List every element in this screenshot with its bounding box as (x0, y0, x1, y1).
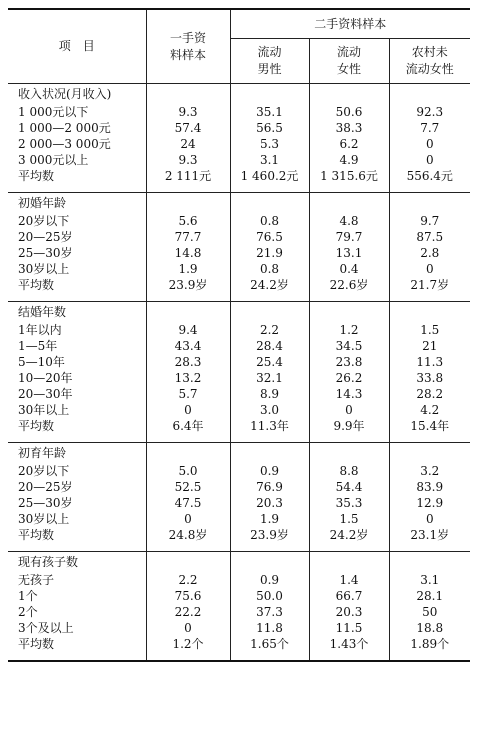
value-cell: 79.7 (309, 229, 389, 245)
row-label: 20—25岁 (18, 480, 73, 494)
statistics-table (8, 8, 470, 662)
value-cell: 7.7 (389, 120, 470, 136)
empty-cell (230, 84, 309, 105)
value-cell: 5.7 (146, 386, 230, 402)
spacer-cell (230, 652, 309, 661)
value-cell: 50.0 (230, 588, 309, 604)
value-cell: 0 (309, 402, 389, 418)
value-cell: 1 315.6元 (309, 168, 389, 184)
empty-cell (146, 84, 230, 105)
empty-cell (146, 443, 230, 464)
value-cell: 2 111元 (146, 168, 230, 184)
value-cell: 9.7 (389, 213, 470, 229)
value-cell: 0.4 (309, 261, 389, 277)
spacer-cell (8, 293, 146, 302)
value-cell: 24.2岁 (309, 527, 389, 543)
empty-cell (309, 193, 389, 214)
value-cell: 18.8 (389, 620, 470, 636)
spacer-cell (389, 652, 470, 661)
value-cell: 35.1 (230, 104, 309, 120)
table-row (8, 479, 470, 495)
empty-cell (389, 552, 470, 573)
value-cell: 22.6岁 (309, 277, 389, 293)
row-label: 1 000—2 000元 (18, 121, 111, 135)
row-label: 2 000—3 000元 (18, 137, 111, 151)
spacer-cell (309, 434, 389, 443)
spacer-cell (309, 652, 389, 661)
spacer-cell (230, 184, 309, 193)
spacer-cell (8, 652, 146, 661)
value-cell: 32.1 (230, 370, 309, 386)
empty-cell (309, 302, 389, 323)
value-cell: 5.6 (146, 213, 230, 229)
value-cell: 54.4 (309, 479, 389, 495)
table-row (8, 354, 470, 370)
table-row (8, 527, 470, 543)
value-cell: 33.8 (389, 370, 470, 386)
value-cell: 9.3 (146, 152, 230, 168)
table-row (8, 418, 470, 434)
empty-cell (389, 84, 470, 105)
row-label: 无孩子 (18, 573, 55, 587)
value-cell: 1.65个 (230, 636, 309, 652)
value-cell: 1.9 (230, 511, 309, 527)
value-cell: 1.43个 (309, 636, 389, 652)
empty-cell (230, 552, 309, 573)
empty-cell (309, 84, 389, 105)
header-migrant-male: 流动 男性 (230, 39, 309, 84)
row-label: 平均数 (18, 419, 55, 433)
value-cell: 4.8 (309, 213, 389, 229)
spacer-cell (146, 652, 230, 661)
table-row (8, 120, 470, 136)
table-row (8, 588, 470, 604)
row-label: 平均数 (18, 528, 55, 542)
empty-cell (146, 552, 230, 573)
value-cell: 11.3年 (230, 418, 309, 434)
value-cell: 0 (389, 261, 470, 277)
section-title: 结婚年数 (8, 302, 146, 323)
value-cell: 3.1 (389, 572, 470, 588)
value-cell: 87.5 (389, 229, 470, 245)
spacer-cell (309, 184, 389, 193)
value-cell: 6.2 (309, 136, 389, 152)
value-cell: 35.3 (309, 495, 389, 511)
value-cell: 37.3 (230, 604, 309, 620)
value-cell: 26.2 (309, 370, 389, 386)
value-cell: 23.9岁 (146, 277, 230, 293)
row-label: 20岁以下 (18, 214, 70, 228)
value-cell: 9.4 (146, 322, 230, 338)
value-cell: 76.9 (230, 479, 309, 495)
row-label: 20岁以下 (18, 464, 70, 478)
table-row (8, 152, 470, 168)
value-cell: 20.3 (309, 604, 389, 620)
value-cell: 75.6 (146, 588, 230, 604)
row-label: 3个及以上 (18, 621, 74, 635)
value-cell: 1 460.2元 (230, 168, 309, 184)
value-cell: 2.2 (230, 322, 309, 338)
spacer-cell (389, 184, 470, 193)
table-row (8, 104, 470, 120)
spacer-row (8, 184, 470, 193)
spacer-row (8, 293, 470, 302)
table-row (8, 370, 470, 386)
row-label: 5—10年 (18, 355, 65, 369)
value-cell: 50 (389, 604, 470, 620)
value-cell: 0 (146, 511, 230, 527)
spacer-cell (389, 293, 470, 302)
value-cell: 21.7岁 (389, 277, 470, 293)
value-cell: 3.0 (230, 402, 309, 418)
empty-cell (389, 193, 470, 214)
table-row (8, 338, 470, 354)
value-cell: 1.5 (309, 511, 389, 527)
value-cell: 28.2 (389, 386, 470, 402)
value-cell: 0 (146, 402, 230, 418)
value-cell: 0.9 (230, 572, 309, 588)
value-cell: 0.8 (230, 213, 309, 229)
row-label: 30岁以上 (18, 262, 70, 276)
header-second-hand-group: 二手资料样本 (230, 9, 470, 39)
value-cell: 4.9 (309, 152, 389, 168)
value-cell: 38.3 (309, 120, 389, 136)
spacer-cell (309, 543, 389, 552)
spacer-row (8, 543, 470, 552)
spacer-cell (389, 543, 470, 552)
header-migrant-female: 流动 女性 (309, 39, 389, 84)
empty-cell (146, 302, 230, 323)
section-title-row (8, 302, 470, 323)
section-title: 初婚年龄 (8, 193, 146, 214)
value-cell: 56.5 (230, 120, 309, 136)
value-cell: 1.2 (309, 322, 389, 338)
value-cell: 34.5 (309, 338, 389, 354)
spacer-cell (230, 293, 309, 302)
value-cell: 23.9岁 (230, 527, 309, 543)
table-row (8, 402, 470, 418)
row-label: 25—30岁 (18, 246, 73, 260)
value-cell: 24.8岁 (146, 527, 230, 543)
row-label: 1个 (18, 589, 38, 603)
value-cell: 23.8 (309, 354, 389, 370)
spacer-cell (146, 434, 230, 443)
value-cell: 11.8 (230, 620, 309, 636)
table-header (8, 9, 470, 84)
row-label: 20—25岁 (18, 230, 73, 244)
value-cell: 9.3 (146, 104, 230, 120)
empty-cell (230, 443, 309, 464)
row-label: 25—30岁 (18, 496, 73, 510)
row-label: 10—20年 (18, 371, 73, 385)
table-row (8, 322, 470, 338)
header-first-hand: 一手资 料样本 (146, 9, 230, 84)
empty-cell (309, 552, 389, 573)
value-cell: 1.4 (309, 572, 389, 588)
spacer-cell (8, 434, 146, 443)
value-cell: 0 (389, 152, 470, 168)
value-cell: 2.8 (389, 245, 470, 261)
section-title-row (8, 193, 470, 214)
value-cell: 1.9 (146, 261, 230, 277)
value-cell: 8.8 (309, 463, 389, 479)
empty-cell (389, 443, 470, 464)
value-cell: 0.8 (230, 261, 309, 277)
spacer-row (8, 652, 470, 661)
value-cell: 5.3 (230, 136, 309, 152)
empty-cell (230, 302, 309, 323)
table-row (8, 463, 470, 479)
spacer-cell (230, 543, 309, 552)
spacer-cell (8, 184, 146, 193)
value-cell: 76.5 (230, 229, 309, 245)
value-cell: 50.6 (309, 104, 389, 120)
value-cell: 28.1 (389, 588, 470, 604)
table-row (8, 386, 470, 402)
row-label: 平均数 (18, 169, 55, 183)
empty-cell (146, 193, 230, 214)
table-row (8, 495, 470, 511)
value-cell: 25.4 (230, 354, 309, 370)
value-cell: 15.4年 (389, 418, 470, 434)
value-cell: 0 (389, 511, 470, 527)
spacer-cell (146, 543, 230, 552)
value-cell: 11.5 (309, 620, 389, 636)
empty-cell (230, 193, 309, 214)
value-cell: 77.7 (146, 229, 230, 245)
spacer-cell (146, 184, 230, 193)
value-cell: 3.1 (230, 152, 309, 168)
value-cell: 22.2 (146, 604, 230, 620)
value-cell: 0 (146, 620, 230, 636)
value-cell: 52.5 (146, 479, 230, 495)
value-cell: 11.3 (389, 354, 470, 370)
value-cell: 1.2个 (146, 636, 230, 652)
section-title-row (8, 443, 470, 464)
table-row (8, 213, 470, 229)
table-row (8, 136, 470, 152)
row-label: 20—30年 (18, 387, 73, 401)
section-title-row (8, 552, 470, 573)
row-label: 1—5年 (18, 339, 58, 353)
value-cell: 57.4 (146, 120, 230, 136)
value-cell: 1.89个 (389, 636, 470, 652)
row-label: 平均数 (18, 278, 55, 292)
table-body (8, 84, 470, 662)
value-cell: 9.9年 (309, 418, 389, 434)
table-row (8, 168, 470, 184)
value-cell: 47.5 (146, 495, 230, 511)
spacer-cell (309, 293, 389, 302)
value-cell: 6.4年 (146, 418, 230, 434)
empty-cell (389, 302, 470, 323)
value-cell: 2.2 (146, 572, 230, 588)
value-cell: 83.9 (389, 479, 470, 495)
row-label: 1 000元以下 (18, 105, 89, 119)
value-cell: 0.9 (230, 463, 309, 479)
section-title: 初育年龄 (8, 443, 146, 464)
row-label: 2个 (18, 605, 38, 619)
header-rural-nonmigrant-female: 农村未 流动女性 (389, 39, 470, 84)
value-cell: 28.3 (146, 354, 230, 370)
table-row (8, 229, 470, 245)
value-cell: 12.9 (389, 495, 470, 511)
spacer-cell (8, 543, 146, 552)
value-cell: 14.3 (309, 386, 389, 402)
section-title: 现有孩子数 (8, 552, 146, 573)
value-cell: 8.9 (230, 386, 309, 402)
value-cell: 3.2 (389, 463, 470, 479)
row-label: 30岁以上 (18, 512, 70, 526)
empty-cell (309, 443, 389, 464)
section-title-row (8, 84, 470, 105)
table-row (8, 620, 470, 636)
value-cell: 4.2 (389, 402, 470, 418)
table-row (8, 636, 470, 652)
spacer-row (8, 434, 470, 443)
table-row (8, 572, 470, 588)
value-cell: 66.7 (309, 588, 389, 604)
spacer-cell (230, 434, 309, 443)
value-cell: 43.4 (146, 338, 230, 354)
value-cell: 0 (389, 136, 470, 152)
value-cell: 1.5 (389, 322, 470, 338)
value-cell: 14.8 (146, 245, 230, 261)
value-cell: 13.2 (146, 370, 230, 386)
table-row (8, 511, 470, 527)
table-row (8, 604, 470, 620)
section-title: 收入状况(月收入) (18, 87, 112, 101)
row-label: 30年以上 (18, 403, 70, 417)
value-cell: 21 (389, 338, 470, 354)
value-cell: 21.9 (230, 245, 309, 261)
value-cell: 13.1 (309, 245, 389, 261)
row-label: 1年以内 (18, 323, 62, 337)
spacer-cell (389, 434, 470, 443)
value-cell: 23.1岁 (389, 527, 470, 543)
value-cell: 20.3 (230, 495, 309, 511)
value-cell: 5.0 (146, 463, 230, 479)
table-row (8, 261, 470, 277)
value-cell: 92.3 (389, 104, 470, 120)
value-cell: 556.4元 (389, 168, 470, 184)
table-row (8, 245, 470, 261)
spacer-cell (146, 293, 230, 302)
value-cell: 28.4 (230, 338, 309, 354)
value-cell: 24.2岁 (230, 277, 309, 293)
row-label: 平均数 (18, 637, 55, 651)
row-label: 3 000元以上 (18, 153, 89, 167)
value-cell: 24 (146, 136, 230, 152)
header-item: 项 目 (8, 9, 146, 84)
table-row (8, 277, 470, 293)
